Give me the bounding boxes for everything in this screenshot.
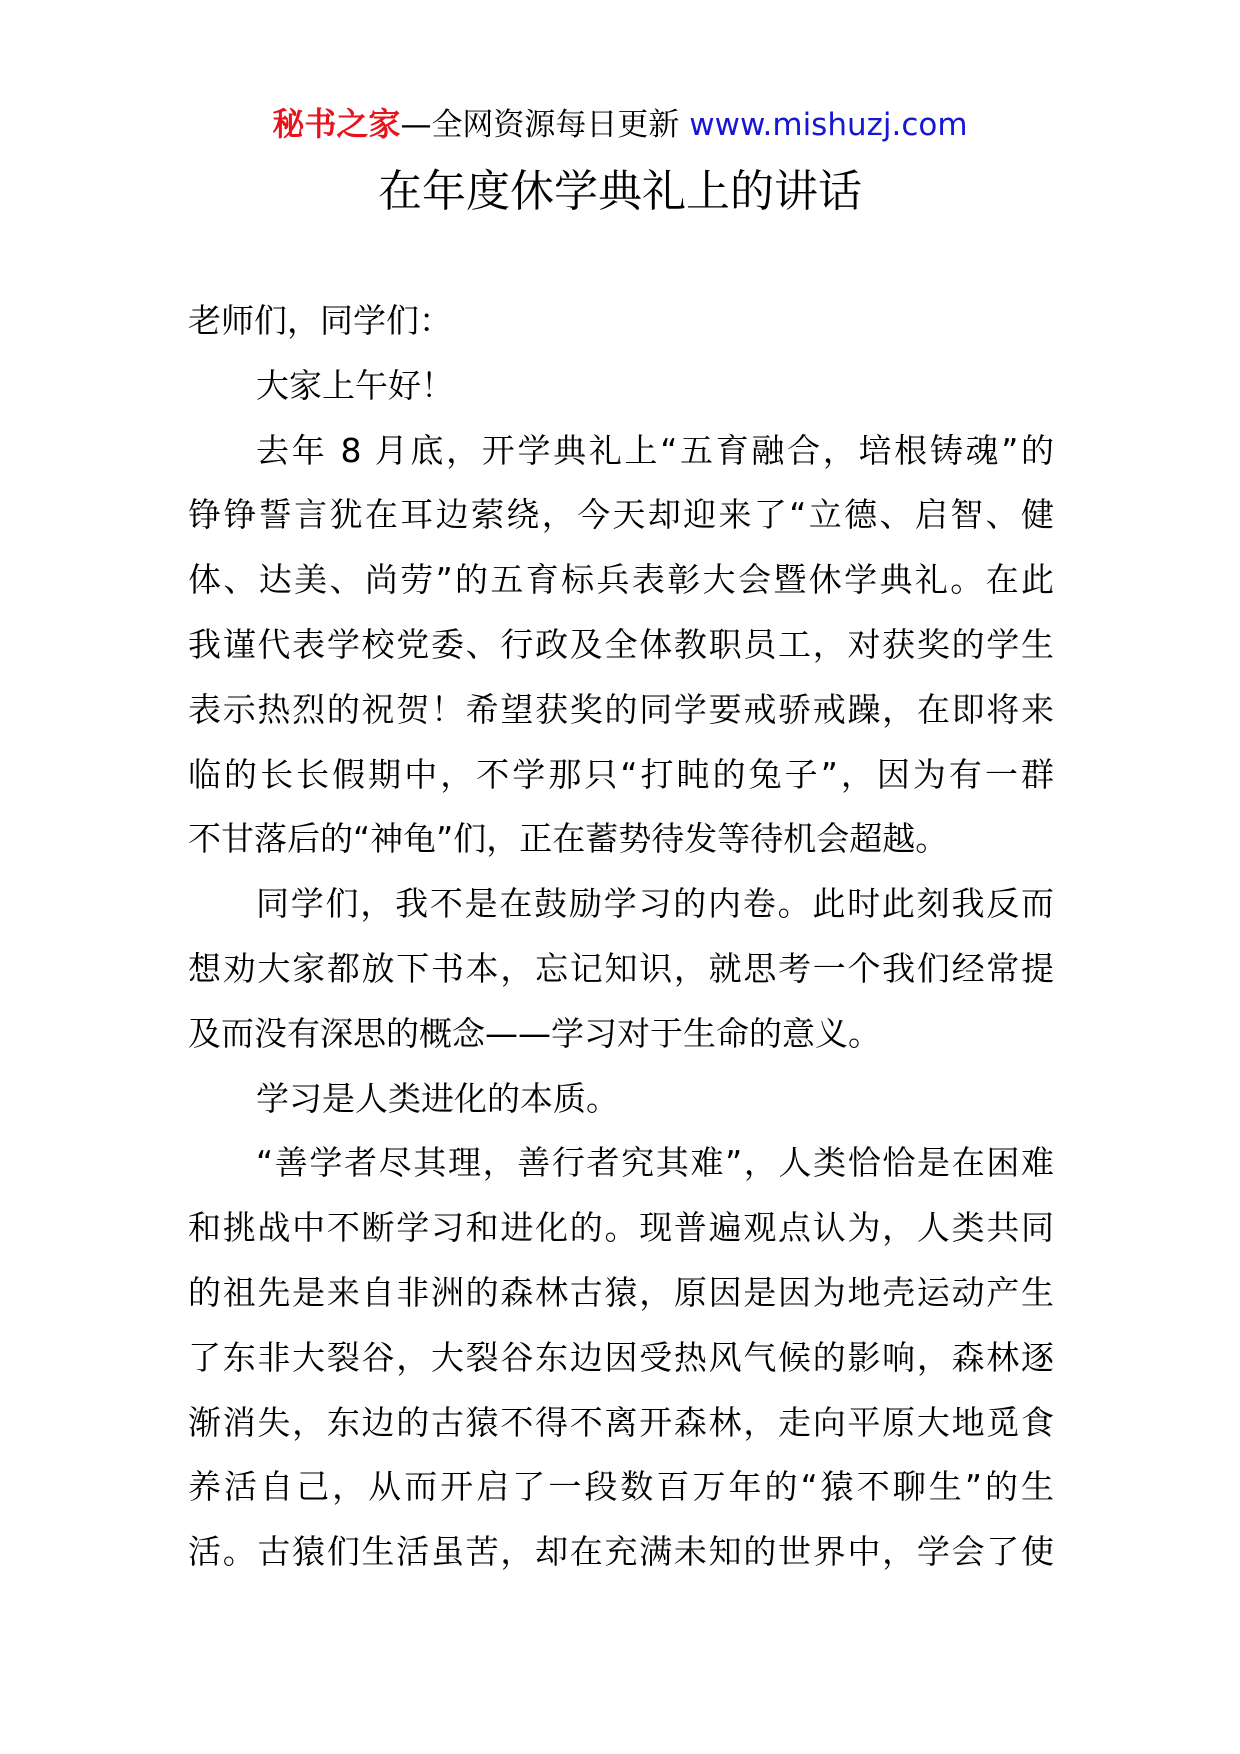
paragraph-line: 去年 8 月底，开学典礼上“五育融合，培根铸魂”的 (256, 430, 1054, 470)
paragraph-line: 表示热烈的祝贺！希望获奖的同学要戒骄戒躁，在即将来 (188, 689, 1054, 729)
paragraph-line: 临的长长假期中，不学那只“打盹的兔子”，因为有一群 (188, 754, 1054, 794)
paragraph-line: 体、达美、尚劳”的五育标兵表彰大会暨休学典礼。在此 (188, 560, 1054, 600)
paragraph-evolution (188, 1131, 1054, 1585)
brand-name: 秘书之家 (272, 105, 401, 143)
paragraph-line: 想劝大家都放下书本，忘记知识，就思考一个我们经常提 (188, 948, 1054, 988)
paragraph-line: 铮铮誓言犹在耳边萦绕，今天却迎来了“立德、启智、健 (188, 495, 1054, 535)
paragraph-line: 大家上午好！ (256, 365, 454, 405)
paragraph-opening (188, 419, 1054, 873)
document-body (188, 289, 1054, 1585)
salutation: 老师们，同学们： (188, 301, 452, 340)
document-title: 在年度休学典礼上的讲话 (378, 166, 862, 217)
paragraph-greeting (188, 354, 1054, 419)
paragraph-line: 养活自己，从而开启了一段数百万年的“猿不聊生”的生 (188, 1467, 1054, 1507)
paragraph-line: 及而没有深思的概念——学习对于生命的意义。 (188, 1013, 881, 1053)
site-header (0, 102, 1240, 146)
paragraph-section-heading (188, 1067, 1054, 1132)
paragraph-line: 我谨代表学校党委、行政及全体教职员工，对获奖的学生 (188, 624, 1054, 664)
header-tagline: —全网资源每日更新 (400, 107, 680, 143)
paragraph-line: “善学者尽其理，善行者究其难”，人类恰恰是在困难 (256, 1143, 1054, 1183)
paragraph-line: 学习是人类进化的本质。 (256, 1078, 619, 1118)
paragraph-learning-meaning (188, 872, 1054, 1066)
paragraph-line: 和挑战中不断学习和进化的。现普遍观点认为，人类共同 (188, 1208, 1054, 1248)
paragraph-line: 了东非大裂谷，大裂谷东边因受热风气候的影响，森林逐 (188, 1337, 1054, 1377)
paragraph-line: 同学们，我不是在鼓励学习的内卷。此时此刻我反而 (256, 884, 1054, 924)
paragraph-line: 渐消失，东边的古猿不得不离开森林，走向平原大地觅食 (188, 1402, 1054, 1442)
paragraph-line: 活。古猿们生活虽苦，却在充满未知的世界中，学会了使 (188, 1532, 1054, 1572)
paragraph-line: 不甘落后的“神龟”们，正在蓄势待发等待机会超越。 (188, 819, 949, 859)
paragraph-line: 的祖先是来自非洲的森林古猿，原因是因为地壳运动产生 (188, 1272, 1054, 1312)
site-url: www.mishuzj.com (689, 107, 968, 143)
